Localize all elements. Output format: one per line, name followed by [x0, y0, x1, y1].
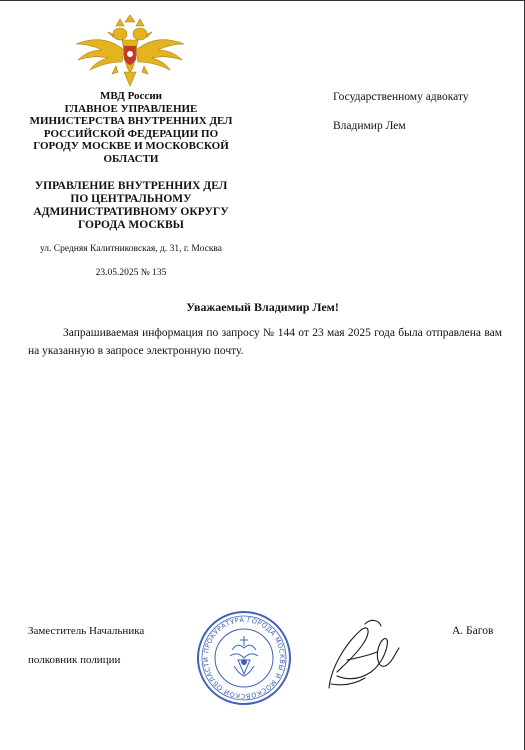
division-line: ГОРОДА МОСКВЫ [78, 219, 184, 231]
recipient-name: Владимир Лем [333, 120, 406, 132]
sender-line: ГОРОДУ МОСКВЕ И МОСКОВСКОЙ [33, 140, 229, 153]
sender-line: МВД России [99, 90, 162, 102]
signatory-name: А. Багов [452, 625, 494, 637]
division-line: ПО ЦЕНТРАЛЬНОМУ [70, 193, 192, 205]
sender-line: ГЛАВНОЕ УПРАВЛЕНИЕ [64, 102, 198, 115]
sender-organization [22, 90, 240, 166]
signatory-rank: полковник полиции [28, 654, 121, 666]
sender-line: РОССИЙСКОЙ ФЕДЕРАЦИИ ПО [43, 127, 219, 140]
sender-line: ОБЛАСТИ [103, 152, 159, 165]
sender-division [22, 180, 240, 232]
sender-address: ул. Средняя Калитниковская, д. 31, г. Москва [39, 244, 223, 254]
page-border-top [0, 0, 525, 1]
letter-body: Запрашиваемая информация по запросу № 144 от 23 мая 2025 года была отправлена вам на указанную в запросе электронную почту. [28, 327, 502, 357]
division-line: УПРАВЛЕНИЕ ВНУТРЕННИХ ДЕЛ [34, 180, 228, 192]
sender-line: МИНИСТЕРСТВА ВНУТРЕННИХ ДЕЛ [29, 115, 233, 128]
recipient-title: Государственному адвокату [333, 91, 469, 103]
document-date-number: 23.05.2025 № 135 [95, 268, 167, 278]
stamp-text: ПРОКУРАТУРА ГОРОДА МОСКВЫ И МОСКОВСКОЙ ОБЛАСТИ [201, 615, 287, 701]
double-headed-eagle-icon [72, 14, 188, 88]
division-line: АДМИНИСТРАТИВНОМУ ОКРУГУ [33, 206, 229, 218]
signatory-position: Заместитель Начальника [28, 625, 145, 637]
salutation: Уважаемый Владимир Лем! [186, 300, 339, 314]
official-seal-icon [194, 610, 294, 706]
signature-icon [325, 614, 405, 692]
